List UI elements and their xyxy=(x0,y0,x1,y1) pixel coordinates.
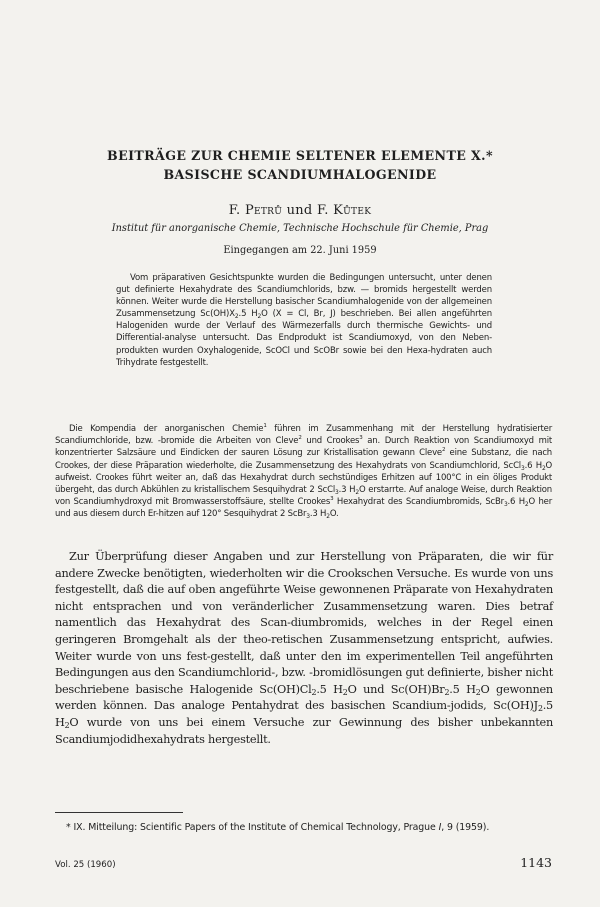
body-text: .5 H xyxy=(449,682,476,696)
body-text: O wurde von uns bei einem Versuche zur Gewinnung des bisher unbekannten Scandiumjodidhexahydrats hergestellt. xyxy=(55,715,553,746)
intro-text: O. xyxy=(329,509,339,520)
citation-ref: 2 xyxy=(298,435,302,442)
volume-info: Vol. 25 (1960) xyxy=(55,860,116,870)
abstract-text-2: .5 H xyxy=(238,309,258,320)
formula-subscript: 2 xyxy=(541,464,546,472)
intro-text: eine Substanz, die nach Crookes, der diese Präparation wiederholte, die Zusammensetzung des Hexahydrats von Scandiumchlorid, ScCl xyxy=(55,448,552,471)
intro-text: .6 H xyxy=(507,497,525,508)
citation-ref: 3 xyxy=(359,435,363,442)
author-1-initial: F. xyxy=(228,203,241,218)
intro-text: Hexahydrat des Scandiumbromids, ScBr xyxy=(333,497,504,508)
author-2-initial: F. xyxy=(316,203,329,218)
citation-ref: 2 xyxy=(441,447,446,454)
abstract-sub-2: 2 xyxy=(257,313,262,321)
footnote-divider xyxy=(55,812,183,813)
formula-subscript: 2 xyxy=(64,720,70,730)
footnote-text-end: , 9 (1959). xyxy=(441,822,490,833)
formula-subscript: 2 xyxy=(355,489,359,497)
page-number: 1143 xyxy=(520,855,552,870)
formula-subscript: 2 xyxy=(524,501,529,509)
formula-subscript: 2 xyxy=(326,513,330,521)
formula-subscript: 2 xyxy=(444,687,450,697)
body-text: .5 H xyxy=(316,682,343,696)
formula-subscript: 3 xyxy=(335,489,339,497)
abstract xyxy=(116,272,492,369)
intro-text: O erstarrte. Auf analoge Weise, durch Reaktion von Scandiumhydroxyd mit Bromwasserstoffsäure, stellte Crookes xyxy=(55,485,552,508)
formula-subscript: 2 xyxy=(475,687,481,697)
abstract-sub-1: 2 xyxy=(234,313,239,321)
article-title xyxy=(40,146,560,184)
intro-text: an. Durch Reaktion von Scandiumoxyd mit konzentrierter Salzsäure und Eindicken der sauren Lösung zur Kristallisation gewann Cleve xyxy=(55,436,552,459)
title-line-1: BEITRÄGE ZUR CHEMIE SELTENER ELEMENTE X.* xyxy=(107,148,493,163)
body-text: O gewonnen werden können. Das analoge Pentahydrat des basischen Scandium-jodids, Sc(OH)J xyxy=(55,682,553,713)
title-line-2: BASISCHE SCANDIUMHALOGENIDE xyxy=(163,167,437,182)
intro-text: .6 H xyxy=(524,460,542,471)
intro-text: O her und aus diesem durch Er-hitzen auf 120° Sesquihydrat 2 ScBr xyxy=(55,497,552,520)
citation-ref: 3 xyxy=(330,496,334,503)
formula-subscript: 3 xyxy=(503,501,508,509)
body-paragraph xyxy=(55,549,553,748)
intro-text: O aufweist. Crookes führt weiter an, daß das Hexahydrat durch sechstündiges Erhitzen auf 100°C in ein öliges Produkt übergeht, das durch Abkühlen zu kristallischem Sesquihydrat 2 ScCl xyxy=(55,460,553,496)
body-text: O und Sc(OH)Br xyxy=(347,682,445,696)
intro-text: .3 H xyxy=(309,509,327,520)
authors xyxy=(40,203,560,218)
formula-subscript: 2 xyxy=(311,687,317,697)
footnote-text: * IX. Mitteilung: Scientific Papers of the Institute of Chemical Technology, Prague xyxy=(66,822,436,833)
citation-ref: 1 xyxy=(263,423,267,429)
intro-text: führen im Zusammenhang mit der Herstellung hydratisierter Scandiumchloride, bzw. -bromide die Arbeiten von Cleve xyxy=(55,424,552,447)
abstract-text-1: Vom präparativen Gesichtspunkte wurden die Bedingungen untersucht, unter denen gut definierte Hexahydrate des Scandiumchlorids, bzw. — bromids hergestellt werden können. Weiter wurde die Herstellung basischer Scandiumhalogenide von der allgemeinen Zusammensetzung Sc(OH)X xyxy=(116,273,492,320)
institute-affiliation: Institut für anorganische Chemie, Technische Hochschule für Chemie, Prag xyxy=(111,223,489,234)
author-1-name: Petrů xyxy=(244,203,283,218)
received-date: Eingegangen am 22. Juni 1959 xyxy=(223,245,377,256)
body-text: Zur Überprüfung dieser Angaben und zur Herstellung von Präparaten, die wir für andere Zwecke benötigten, wiederholten wir die Crookschen Versuche. Es wurde von uns festgestellt, daß die auf oben angeführte Weise gewonnenen Präparate von Hexahydraten nicht entsprachen und von veränderlicher Zusammensetzung waren. Dies betraf namentlich das Hexahydrat des Scan-diumbromids, welches in der Regel einen geringeren Bromgehalt als der theo-retischen Zusammensetzung entspricht, aufwies. Weiter wurde von uns fest-gestellt, daß unter den im experimentellen Teil angeführten Bedingungen aus den Scandiumchlorid-, bzw. -bromidlösungen gut definierte, bisher nicht beschriebene basische Halogenide Sc(OH)Cl xyxy=(55,550,553,696)
intro-text: und Crookes xyxy=(301,436,360,447)
authors-and: und xyxy=(286,203,313,218)
intro-text: Die Kompendia der anorganischen Chemie xyxy=(69,424,264,434)
author-2-name: Kůtek xyxy=(333,203,372,218)
body-text: .5 H xyxy=(55,699,553,729)
formula-subscript: 3 xyxy=(306,513,310,521)
formula-subscript: 2 xyxy=(342,687,348,697)
footnote-volume: I xyxy=(438,822,442,833)
intro-text: .3 H xyxy=(338,485,356,496)
formula-subscript: 2 xyxy=(537,704,543,714)
footnote xyxy=(66,822,556,833)
formula-subscript: 3 xyxy=(520,464,525,472)
abstract-text-3: O (X = Cl, Br, J) beschrieben. Bei allen angeführten Halogeniden wurde der Verlauf des Wärmezerfalls durch thermische Gewichts- und Differential-analyse untersucht. Das Endprodukt ist Scandiumoxyd, von den Neben-produkten wurden Oxyhalogenide, ScOCl und ScOBr sowie bei den Hexa-hydraten auch Trihydrate festgestellt. xyxy=(116,309,492,368)
intro-paragraph xyxy=(55,423,552,521)
